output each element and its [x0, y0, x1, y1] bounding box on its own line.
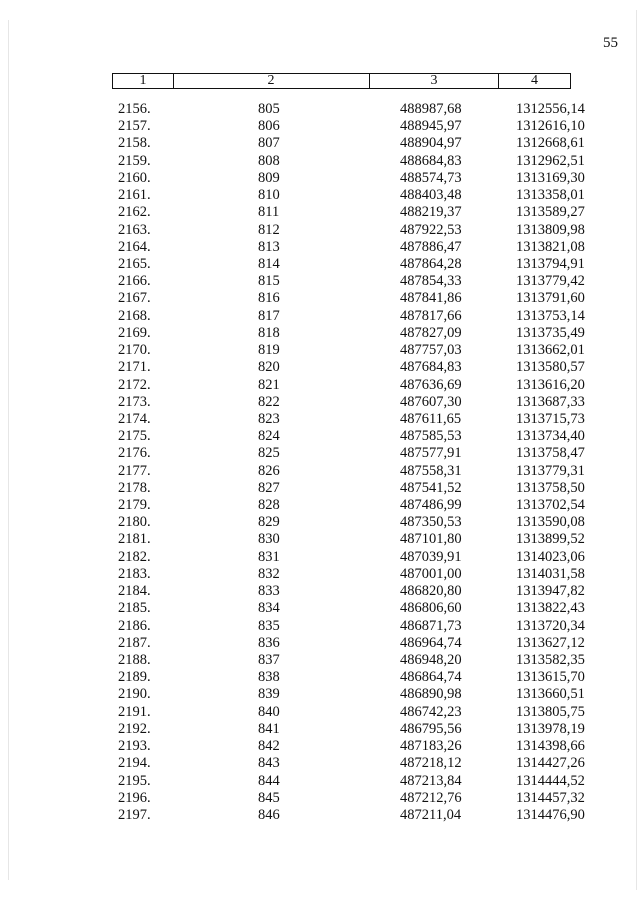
table-cell-col-1: 2192.: [118, 720, 151, 737]
table-cell-col-1: 2196.: [118, 789, 151, 806]
table-cell-col-2: 814: [258, 255, 280, 272]
table-cell-col-3: 487854,33: [400, 273, 462, 290]
table-cell-col-2: 816: [258, 290, 280, 307]
table-cell-col-2: 844: [258, 772, 280, 789]
table-cell-col-3: 488987,68: [400, 101, 462, 117]
table-row: [0, 807, 640, 824]
table-row: [0, 394, 640, 411]
table-cell-col-4: 1313779,31: [516, 462, 585, 479]
table-cell-col-2: 812: [258, 221, 280, 238]
table-cell-col-4: 1313582,35: [516, 652, 585, 668]
table-cell-col-2: 835: [258, 617, 280, 634]
table-cell-col-1: 2163.: [118, 221, 151, 238]
table-cell-col-2: 818: [258, 324, 280, 341]
table-cell-col-4: 1313978,19: [516, 720, 585, 737]
table-cell-col-4: 1312962,51: [516, 152, 585, 169]
table-cell-col-4: 1314444,52: [516, 772, 585, 789]
table-cell-col-3: 486795,56: [400, 720, 462, 737]
table-cell-col-1: 2190.: [118, 686, 151, 703]
table-row: [0, 222, 640, 239]
table-cell-col-2: 824: [258, 428, 280, 445]
table-cell-col-4: 1313753,14: [516, 307, 585, 324]
table-cell-col-4: 1313615,70: [516, 669, 585, 686]
table-row: [0, 342, 640, 359]
table-cell-col-1: 2172.: [118, 376, 151, 393]
table-cell-col-4: 1313616,20: [516, 376, 585, 393]
table-cell-col-3: 488574,73: [400, 169, 462, 186]
table-cell-col-1: 2170.: [118, 342, 151, 359]
table-cell-col-3: 487684,83: [400, 359, 462, 376]
table-cell-col-3: 487183,26: [400, 738, 462, 755]
table-cell-col-4: 1313720,34: [516, 617, 585, 634]
table-cell-col-3: 488403,48: [400, 187, 462, 204]
table-cell-col-4: 1313662,01: [516, 342, 585, 359]
table-cell-col-4: 1313715,73: [516, 410, 585, 427]
table-row: [0, 273, 640, 290]
table-cell-col-4: 1313809,98: [516, 221, 585, 238]
table-cell-col-4: 1314398,66: [516, 738, 585, 755]
table-cell-col-2: 836: [258, 634, 280, 651]
table-cell-col-2: 807: [258, 135, 280, 152]
table-row: [0, 652, 640, 669]
table-cell-col-1: 2184.: [118, 583, 151, 600]
table-cell-col-4: 1313758,47: [516, 445, 585, 462]
table-cell-col-3: 486806,60: [400, 600, 462, 617]
table-cell-col-3: 487213,84: [400, 772, 462, 789]
table-row: [0, 497, 640, 514]
table-cell-col-2: 811: [258, 204, 280, 221]
table-cell-col-3: 487218,12: [400, 755, 462, 772]
table-row: [0, 118, 640, 135]
table-row: [0, 669, 640, 686]
table-cell-col-1: 2177.: [118, 462, 151, 479]
table-cell-col-4: 1313580,57: [516, 359, 585, 376]
table-row: [0, 583, 640, 600]
table-cell-col-1: 2178.: [118, 479, 151, 496]
table-cell-col-4: 1314031,58: [516, 565, 585, 582]
table-cell-col-3: 487817,66: [400, 307, 462, 324]
table-cell-col-3: 487636,69: [400, 376, 462, 393]
table-cell-col-1: 2175.: [118, 428, 151, 445]
column-header-2: 2: [173, 73, 370, 89]
table-cell-col-1: 2160.: [118, 169, 151, 186]
table-row: [0, 531, 640, 548]
table-cell-col-1: 2181.: [118, 531, 151, 548]
table-cell-col-2: 819: [258, 342, 280, 359]
table-cell-col-2: 817: [258, 307, 280, 324]
table-row: [0, 618, 640, 635]
table-cell-col-2: 806: [258, 118, 280, 135]
table-cell-col-3: 486948,20: [400, 652, 462, 668]
table-cell-col-1: 2158.: [118, 135, 151, 152]
table-cell-col-4: 1313627,12: [516, 634, 585, 651]
table-cell-col-2: 842: [258, 738, 280, 755]
table-cell-col-4: 1313702,54: [516, 497, 585, 514]
table-cell-col-1: 2161.: [118, 187, 151, 204]
table-cell-col-4: 1313805,75: [516, 703, 585, 720]
table-row: [0, 704, 640, 721]
table-cell-col-1: 2197.: [118, 806, 151, 823]
table-cell-col-1: 2174.: [118, 410, 151, 427]
table-cell-col-4: 1313779,42: [516, 273, 585, 290]
table-cell-col-4: 1313791,60: [516, 290, 585, 307]
table-row: [0, 239, 640, 256]
table-cell-col-1: 2167.: [118, 290, 151, 307]
table-cell-col-2: 837: [258, 652, 280, 668]
table-row: [0, 101, 640, 118]
table-cell-col-1: 2179.: [118, 497, 151, 514]
table-cell-col-1: 2183.: [118, 565, 151, 582]
table-cell-col-1: 2185.: [118, 600, 151, 617]
table-row: [0, 463, 640, 480]
table-cell-col-2: 826: [258, 462, 280, 479]
table-cell-col-3: 487607,30: [400, 393, 462, 410]
table-cell-col-3: 488219,37: [400, 204, 462, 221]
table-cell-col-3: 487558,31: [400, 462, 462, 479]
table-row: [0, 153, 640, 170]
table-cell-col-2: 830: [258, 531, 280, 548]
table-cell-col-2: 840: [258, 703, 280, 720]
table-cell-col-2: 822: [258, 393, 280, 410]
table-cell-col-3: 486820,80: [400, 583, 462, 600]
table-cell-col-3: 487039,91: [400, 548, 462, 565]
table-row: [0, 308, 640, 325]
table-body: [0, 101, 640, 824]
table-row: [0, 755, 640, 772]
table-cell-col-2: 808: [258, 152, 280, 169]
table-row: [0, 359, 640, 376]
table-cell-col-4: 1313735,49: [516, 324, 585, 341]
table-row: [0, 600, 640, 617]
table-cell-col-4: 1312556,14: [516, 101, 585, 117]
column-header-1: 1: [112, 73, 174, 89]
table-cell-col-4: 1314023,06: [516, 548, 585, 565]
table-cell-col-2: 839: [258, 686, 280, 703]
table-row: [0, 480, 640, 497]
table-cell-col-3: 487864,28: [400, 255, 462, 272]
table-cell-col-3: 487827,09: [400, 324, 462, 341]
table-cell-col-2: 832: [258, 565, 280, 582]
page-number: 55: [603, 35, 618, 51]
column-header-3: 3: [370, 73, 499, 89]
table-cell-col-3: 487001,00: [400, 565, 462, 582]
table-cell-col-3: 487841,86: [400, 290, 462, 307]
table-cell-col-2: 846: [258, 806, 280, 823]
table-cell-col-1: 2176.: [118, 445, 151, 462]
column-header-4: 4: [499, 73, 571, 89]
table-row: [0, 721, 640, 738]
table-row: [0, 514, 640, 531]
table-cell-col-3: 486890,98: [400, 686, 462, 703]
table-cell-col-4: 1313947,82: [516, 583, 585, 600]
table-cell-col-1: 2186.: [118, 617, 151, 634]
table-cell-col-2: 828: [258, 497, 280, 514]
table-cell-col-1: 2171.: [118, 359, 151, 376]
table-cell-col-3: 487886,47: [400, 238, 462, 255]
table-row: [0, 445, 640, 462]
table-cell-col-2: 825: [258, 445, 280, 462]
table-cell-col-3: 486864,74: [400, 669, 462, 686]
table-cell-col-2: 838: [258, 669, 280, 686]
table-cell-col-4: 1313822,43: [516, 600, 585, 617]
table-cell-col-2: 815: [258, 273, 280, 290]
table-row: [0, 773, 640, 790]
table-cell-col-1: 2173.: [118, 393, 151, 410]
table-cell-col-2: 827: [258, 479, 280, 496]
table-row: [0, 204, 640, 221]
table-header: [112, 73, 571, 89]
table-row: [0, 256, 640, 273]
table-cell-col-4: 1313734,40: [516, 428, 585, 445]
table-cell-col-3: 488945,97: [400, 118, 462, 135]
table-cell-col-3: 488904,97: [400, 135, 462, 152]
table-cell-col-1: 2162.: [118, 204, 151, 221]
table-cell-col-4: 1313758,50: [516, 479, 585, 496]
table-row: [0, 686, 640, 703]
table-cell-col-4: 1313590,08: [516, 514, 585, 531]
table-cell-col-2: 833: [258, 583, 280, 600]
table-cell-col-2: 829: [258, 514, 280, 531]
table-cell-col-3: 487541,52: [400, 479, 462, 496]
table-cell-col-3: 487486,99: [400, 497, 462, 514]
table-row: [0, 790, 640, 807]
table-cell-col-2: 841: [258, 720, 280, 737]
table-row: [0, 325, 640, 342]
table-row: [0, 377, 640, 394]
table-row: [0, 170, 640, 187]
table-cell-col-3: 487611,65: [400, 410, 462, 427]
table-row: [0, 411, 640, 428]
table-cell-col-1: 2193.: [118, 738, 151, 755]
table-cell-col-4: 1313821,08: [516, 238, 585, 255]
table-cell-col-3: 487757,03: [400, 342, 462, 359]
table-row: [0, 290, 640, 307]
table-cell-col-1: 2187.: [118, 634, 151, 651]
table-row: [0, 135, 640, 152]
table-cell-col-3: 487350,53: [400, 514, 462, 531]
table-cell-col-2: 810: [258, 187, 280, 204]
table-cell-col-4: 1313589,27: [516, 204, 585, 221]
table-cell-col-3: 487585,53: [400, 428, 462, 445]
table-cell-col-3: 487212,76: [400, 789, 462, 806]
table-cell-col-4: 1314476,90: [516, 806, 585, 823]
table-cell-col-4: 1313687,33: [516, 393, 585, 410]
table-cell-col-4: 1312616,10: [516, 118, 585, 135]
table-cell-col-4: 1314457,32: [516, 789, 585, 806]
table-row: [0, 428, 640, 445]
table-cell-col-4: 1312668,61: [516, 135, 585, 152]
table-cell-col-4: 1313899,52: [516, 531, 585, 548]
table-cell-col-2: 843: [258, 755, 280, 772]
table-cell-col-3: 486964,74: [400, 634, 462, 651]
table-cell-col-1: 2157.: [118, 118, 151, 135]
table-cell-col-2: 809: [258, 169, 280, 186]
table-cell-col-4: 1313660,51: [516, 686, 585, 703]
table-cell-col-4: 1314427,26: [516, 755, 585, 772]
table-cell-col-1: 2189.: [118, 669, 151, 686]
table-row: [0, 187, 640, 204]
table-cell-col-2: 831: [258, 548, 280, 565]
table-cell-col-2: 820: [258, 359, 280, 376]
table-cell-col-3: 487211,04: [400, 806, 462, 823]
table-cell-col-1: 2159.: [118, 152, 151, 169]
table-cell-col-4: 1313358,01: [516, 187, 585, 204]
table-cell-col-1: 2168.: [118, 307, 151, 324]
table-cell-col-2: 845: [258, 789, 280, 806]
table-cell-col-1: 2188.: [118, 652, 151, 668]
table-cell-col-4: 1313794,91: [516, 255, 585, 272]
table-row: [0, 549, 640, 566]
table-cell-col-1: 2169.: [118, 324, 151, 341]
table-cell-col-1: 2195.: [118, 772, 151, 789]
table-cell-col-1: 2165.: [118, 255, 151, 272]
table-cell-col-2: 823: [258, 410, 280, 427]
table-row: [0, 566, 640, 583]
table-cell-col-2: 805: [258, 101, 280, 117]
table-cell-col-2: 813: [258, 238, 280, 255]
table-cell-col-1: 2156.: [118, 101, 151, 117]
table-cell-col-3: 488684,83: [400, 152, 462, 169]
table-cell-col-1: 2182.: [118, 548, 151, 565]
table-cell-col-3: 487101,80: [400, 531, 462, 548]
table-cell-col-1: 2166.: [118, 273, 151, 290]
table-cell-col-4: 1313169,30: [516, 169, 585, 186]
table-cell-col-2: 821: [258, 376, 280, 393]
table-cell-col-3: 486742,23: [400, 703, 462, 720]
table-row: [0, 635, 640, 652]
table-cell-col-1: 2164.: [118, 238, 151, 255]
table-cell-col-3: 487922,53: [400, 221, 462, 238]
table-cell-col-2: 834: [258, 600, 280, 617]
table-cell-col-1: 2191.: [118, 703, 151, 720]
table-cell-col-1: 2180.: [118, 514, 151, 531]
table-row: [0, 738, 640, 755]
table-cell-col-3: 486871,73: [400, 617, 462, 634]
table-cell-col-1: 2194.: [118, 755, 151, 772]
table-cell-col-3: 487577,91: [400, 445, 462, 462]
